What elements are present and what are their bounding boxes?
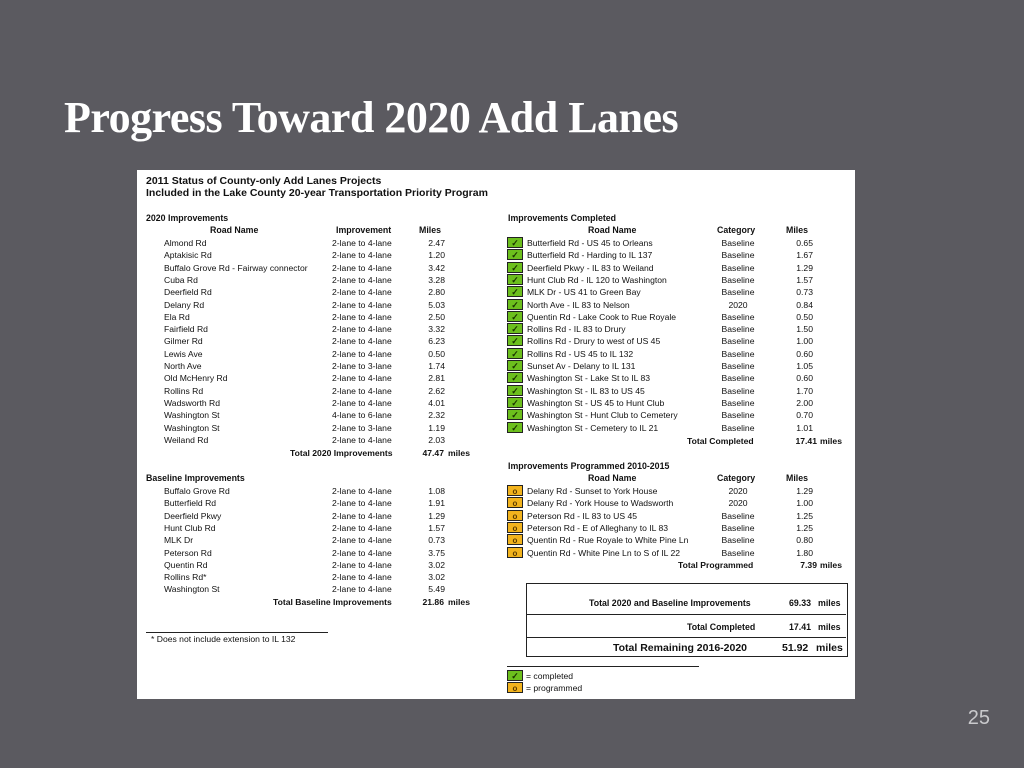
road-name: Aptakisic Rd: [164, 250, 212, 261]
table-row: [137, 485, 477, 497]
miles-value: 3.02: [428, 559, 445, 570]
miles-value: 1.74: [428, 361, 445, 371]
check-icon: ✓: [507, 237, 523, 248]
table-row: [507, 485, 847, 497]
miles-value: 1.91: [428, 498, 445, 509]
baseline-title: Baseline Improvements: [146, 473, 245, 483]
road-name: Washington St - US 45 to Hunt Club: [527, 397, 665, 408]
table-row: [137, 274, 477, 286]
summary-2020-baseline-value: 69.33: [789, 598, 812, 608]
road-name: Rollins Rd - Drury to west of US 45: [527, 336, 661, 347]
category-value: Baseline: [721, 274, 755, 285]
table-row: [137, 547, 477, 559]
status-table-image: [137, 170, 855, 699]
miles-value: 1.00: [796, 498, 813, 509]
miles-value: 1.70: [796, 385, 813, 396]
total-programmed-label: Total Programmed: [678, 560, 754, 570]
total-baseline-label: Total Baseline Improvements: [273, 597, 392, 607]
table-row: [507, 372, 847, 384]
table-row: [507, 385, 847, 397]
miles-value: 0.80: [796, 535, 813, 546]
table-row: [137, 311, 477, 323]
table-row: [507, 299, 847, 311]
road-name: Weiland Rd: [164, 434, 209, 445]
summary-2020-baseline-label: Total 2020 and Baseline Improvements: [589, 598, 751, 608]
miles-value: 0.73: [796, 287, 813, 298]
improvement-type: 4-lane to 6-lane: [332, 410, 392, 421]
table-row: [507, 409, 847, 421]
category-value: 2020: [728, 498, 748, 509]
programmed-marker-icon: o: [507, 522, 523, 533]
improvement-type: 2-lane to 4-lane: [332, 299, 392, 310]
table-row: [137, 397, 477, 409]
category-value: Baseline: [721, 336, 755, 347]
total-2020-unit: miles: [448, 448, 470, 458]
summary-remaining-label: Total Remaining 2016-2020: [613, 642, 748, 654]
table-row: [507, 335, 847, 347]
miles-value: 5.03: [428, 299, 445, 310]
table-row: [507, 510, 847, 522]
total-2020-label: Total 2020 Improvements: [290, 448, 393, 458]
table-row: [137, 534, 477, 546]
category-value: Baseline: [721, 324, 755, 335]
summary-rule-1: [527, 614, 846, 615]
table-row: [507, 274, 847, 286]
table-row: [507, 262, 847, 274]
road-name: Rollins Rd*: [164, 572, 207, 583]
summary-completed-label: Total Completed: [687, 622, 756, 632]
check-icon: ✓: [507, 397, 523, 408]
miles-value: 3.32: [428, 324, 445, 335]
road-name: Deerfield Pkwy - IL 83 to Weiland: [527, 262, 654, 273]
miles-value: 1.57: [796, 274, 813, 285]
total-programmed-row: [137, 559, 855, 571]
table-row: [507, 249, 847, 261]
footnote: * Does not include extension to IL 132: [151, 634, 296, 644]
road-name: Washington St - IL 83 to US 45: [527, 385, 645, 396]
slide-title: Progress Toward 2020 Add Lanes: [64, 93, 679, 142]
miles-value: 1.50: [796, 324, 813, 335]
road-name: Quentin Rd - Lake Cook to Rue Royale: [527, 311, 677, 322]
category-value: Baseline: [721, 311, 755, 322]
miles-value: 2.80: [428, 287, 445, 298]
total-2020-value: 47.47: [422, 448, 444, 458]
road-name: Lewis Ave: [164, 348, 203, 359]
miles-value: 1.05: [796, 361, 813, 371]
table-row: [507, 323, 847, 335]
check-icon: ✓: [507, 249, 523, 260]
programmed-marker-icon: o: [507, 547, 523, 558]
table-row: [507, 286, 847, 298]
improvement-type: 2-lane to 3-lane: [332, 361, 392, 371]
table-row: [137, 299, 477, 311]
summary-unit-1: miles: [818, 598, 841, 608]
road-name: Delany Rd - Sunset to York House: [527, 486, 658, 496]
miles-value: 3.42: [428, 262, 445, 273]
category-value: Baseline: [721, 410, 755, 421]
improvement-type: 2-lane to 4-lane: [332, 324, 392, 335]
table-heading-line2: Included in the Lake County 20-year Transportation Priority Program: [146, 187, 488, 199]
improvement-type: 2-lane to 4-lane: [332, 522, 392, 533]
check-icon: ✓: [507, 409, 523, 420]
road-name: MLK Dr - US 41 to Green Bay: [527, 287, 641, 298]
category-value: Baseline: [721, 262, 755, 273]
miles-value: 3.02: [428, 572, 445, 583]
category-value: Baseline: [721, 348, 755, 359]
improvement-type: 2-lane to 4-lane: [332, 397, 392, 408]
miles-value: 1.29: [428, 510, 445, 521]
miles-value: 1.80: [796, 547, 813, 558]
road-name: Hunt Club Rd - IL 120 to Washington: [527, 274, 667, 285]
table-row: [507, 522, 847, 534]
miles-value: 0.65: [796, 238, 813, 248]
table-row: [507, 360, 847, 372]
check-icon: ✓: [507, 335, 523, 346]
check-icon: ✓: [507, 385, 523, 396]
road-name: Old McHenry Rd: [164, 373, 228, 384]
miles-value: 4.01: [428, 397, 445, 408]
miles-value: 1.57: [428, 522, 445, 533]
improvement-type: 2-lane to 4-lane: [332, 311, 392, 322]
table-row: [507, 237, 847, 249]
programmed-marker-icon: o: [507, 510, 523, 521]
check-icon: ✓: [507, 360, 523, 371]
summary-completed-value: 17.41: [789, 622, 812, 632]
road-name: MLK Dr: [164, 535, 194, 546]
road-name: Hunt Club Rd: [164, 522, 216, 533]
road-name: Rollins Rd - IL 83 to Drury: [527, 324, 626, 335]
total-programmed-value: 7.39: [800, 560, 817, 570]
total-2020-row: [137, 447, 477, 459]
miles-value: 0.60: [796, 373, 813, 384]
miles-value: 0.70: [796, 410, 813, 421]
miles-value: 1.20: [428, 250, 445, 261]
road-name: Wadsworth Rd: [164, 397, 221, 408]
total-completed-value: 17.41: [795, 436, 817, 446]
col-header-category-completed: Category: [717, 225, 756, 235]
col-header-road-name: Road Name: [210, 225, 259, 235]
category-value: Baseline: [721, 250, 755, 261]
col-header-improvement: Improvement: [336, 225, 392, 235]
miles-value: 1.00: [796, 336, 813, 347]
road-name: Washington St - Hunt Club to Cemetery: [527, 410, 678, 421]
table-row: [137, 571, 477, 583]
improvement-type: 2-lane to 4-lane: [332, 486, 392, 496]
col-header-road-name-completed: Road Name: [588, 225, 637, 235]
category-value: Baseline: [721, 373, 755, 384]
category-value: 2020: [728, 299, 748, 310]
total-programmed-unit: miles: [820, 560, 842, 570]
road-name: Ela Rd: [164, 311, 190, 322]
summary-remaining-value: 51.92: [782, 642, 809, 654]
table-row: [137, 286, 477, 298]
road-name: Peterson Rd - IL 83 to US 45: [527, 510, 638, 521]
improvement-type: 2-lane to 4-lane: [332, 262, 392, 273]
miles-value: 2.62: [428, 385, 445, 396]
table-row: [507, 422, 847, 434]
table-row: [137, 249, 477, 261]
check-icon: ✓: [507, 286, 523, 297]
road-name: Rollins Rd: [164, 385, 204, 396]
legend-rule: [507, 666, 699, 667]
improvement-type: 2-lane to 4-lane: [332, 559, 392, 570]
table-row: [507, 397, 847, 409]
programmed-marker-icon: o: [507, 485, 523, 496]
road-name: Almond Rd: [164, 238, 207, 248]
miles-value: 0.60: [796, 348, 813, 359]
road-name: Washington St: [164, 584, 220, 595]
improvement-type: 2-lane to 4-lane: [332, 373, 392, 384]
road-name: Quentin Rd: [164, 559, 208, 570]
table-heading-line1: 2011 Status of County-only Add Lanes Projects: [146, 175, 382, 187]
check-icon: ✓: [507, 311, 523, 322]
summary-rule-2: [527, 637, 846, 638]
improvement-type: 2-lane to 4-lane: [332, 547, 392, 558]
road-name: Butterfield Rd: [164, 498, 217, 509]
improvement-type: 2-lane to 4-lane: [332, 535, 392, 546]
road-name: Sunset Av - Delany to IL 131: [527, 361, 636, 371]
table-row: [137, 262, 477, 274]
table-row: [137, 348, 477, 360]
miles-value: 0.84: [796, 299, 813, 310]
table-row: [137, 237, 477, 249]
road-name: Butterfield Rd - Harding to IL 137: [527, 250, 653, 261]
miles-value: 1.29: [796, 486, 813, 496]
miles-value: 3.75: [428, 547, 445, 558]
miles-value: 1.08: [428, 486, 445, 496]
category-value: Baseline: [721, 238, 755, 248]
improvement-type: 2-lane to 4-lane: [332, 498, 392, 509]
col-header-miles-completed: Miles: [786, 225, 809, 235]
check-icon: ✓: [507, 262, 523, 273]
summary-unit-2: miles: [818, 622, 841, 632]
total-baseline-unit: miles: [448, 597, 470, 607]
road-name: Rollins Rd - US 45 to IL 132: [527, 348, 634, 359]
miles-value: 2.03: [428, 434, 445, 445]
road-name: Peterson Rd - E of Alleghany to IL 83: [527, 522, 669, 533]
improvements-2020-title: 2020 Improvements: [146, 213, 229, 223]
table-row: [137, 335, 477, 347]
table-row: [137, 583, 477, 595]
total-completed-label: Total Completed: [687, 436, 754, 446]
road-name: Washington St - Lake St to IL 83: [527, 373, 651, 384]
miles-value: 6.23: [428, 336, 445, 347]
programmed-marker-icon: o: [507, 497, 523, 508]
road-name: Peterson Rd: [164, 547, 212, 558]
total-baseline-row: [137, 596, 477, 608]
category-value: Baseline: [721, 361, 755, 371]
road-name: Washington St: [164, 422, 220, 433]
miles-value: 2.47: [428, 238, 445, 248]
road-name: Washington St - Cemetery to IL 21: [527, 422, 659, 433]
improvement-type: 2-lane to 4-lane: [332, 385, 392, 396]
improvement-type: 2-lane to 4-lane: [332, 510, 392, 521]
road-name: Gilmer Rd: [164, 336, 203, 347]
table-row: [137, 360, 477, 372]
category-value: Baseline: [721, 547, 755, 558]
col-header-road-name-programmed: Road Name: [588, 473, 637, 483]
road-name: Fairfield Rd: [164, 324, 208, 335]
page-number: 25: [967, 707, 990, 729]
category-value: Baseline: [721, 287, 755, 298]
programmed-marker-icon: o: [507, 534, 523, 545]
improvement-type: 2-lane to 4-lane: [332, 287, 392, 298]
col-header-category-programmed: Category: [717, 473, 756, 483]
miles-value: 0.73: [428, 535, 445, 546]
improvement-type: 2-lane to 3-lane: [332, 422, 392, 433]
legend-completed-label: = completed: [526, 671, 574, 681]
category-value: Baseline: [721, 510, 755, 521]
road-name: Deerfield Rd: [164, 287, 212, 298]
improvement-type: 2-lane to 4-lane: [332, 274, 392, 285]
miles-value: 2.50: [428, 311, 445, 322]
table-row: [507, 547, 847, 559]
miles-value: 0.50: [428, 348, 445, 359]
summary-unit-3: miles: [816, 642, 843, 654]
road-name: Buffalo Grove Rd - Fairway connector: [164, 262, 308, 273]
improvement-type: 2-lane to 4-lane: [332, 238, 392, 248]
road-name: North Ave: [164, 361, 202, 371]
check-icon: ✓: [507, 348, 523, 359]
miles-value: 1.29: [796, 262, 813, 273]
miles-value: 1.19: [428, 422, 445, 433]
miles-value: 1.67: [796, 250, 813, 261]
road-name: Washington St: [164, 410, 220, 421]
col-header-miles: Miles: [419, 225, 442, 235]
category-value: Baseline: [721, 422, 755, 433]
improvement-type: 2-lane to 4-lane: [332, 584, 392, 595]
legend-programmed-label: = programmed: [526, 683, 583, 693]
road-name: Buffalo Grove Rd: [164, 486, 230, 496]
table-row: [137, 409, 477, 421]
miles-value: 5.49: [428, 584, 445, 595]
table-row: [137, 497, 477, 509]
road-name: Delany Rd: [164, 299, 205, 310]
improvement-type: 2-lane to 4-lane: [332, 434, 392, 445]
check-icon: ✓: [507, 299, 523, 310]
programmed-marker-icon: o: [507, 682, 523, 693]
col-header-miles-programmed: Miles: [786, 473, 809, 483]
miles-value: 2.00: [796, 397, 813, 408]
improvement-type: 2-lane to 4-lane: [332, 348, 392, 359]
table-row: [507, 534, 847, 546]
table-row: [137, 510, 477, 522]
miles-value: 0.50: [796, 311, 813, 322]
table-row: [137, 422, 477, 434]
programmed-title: Improvements Programmed 2010-2015: [508, 461, 670, 471]
miles-value: 1.25: [796, 510, 813, 521]
miles-value: 3.28: [428, 274, 445, 285]
check-icon: ✓: [507, 323, 523, 334]
check-icon: ✓: [507, 372, 523, 383]
miles-value: 1.01: [796, 422, 813, 433]
check-icon: ✓: [507, 422, 523, 433]
table-row: [137, 385, 477, 397]
check-icon: ✓: [507, 670, 523, 681]
check-icon: ✓: [507, 274, 523, 285]
total-baseline-value: 21.86: [422, 597, 444, 607]
category-value: Baseline: [721, 385, 755, 396]
table-row: [137, 522, 477, 534]
table-row: [507, 348, 847, 360]
table-row: [137, 323, 477, 335]
improvement-type: 2-lane to 4-lane: [332, 250, 392, 261]
category-value: Baseline: [721, 522, 755, 533]
table-row: [507, 311, 847, 323]
improvement-type: 2-lane to 4-lane: [332, 336, 392, 347]
completed-title: Improvements Completed: [508, 213, 617, 223]
improvement-type: 2-lane to 4-lane: [332, 572, 392, 583]
road-name: Quentin Rd - White Pine Ln to S of IL 22: [527, 547, 681, 558]
table-row: [137, 372, 477, 384]
miles-value: 1.25: [796, 522, 813, 533]
road-name: Quentin Rd - Rue Royale to White Pine Ln: [527, 535, 689, 546]
category-value: Baseline: [721, 535, 755, 546]
total-completed-unit: miles: [820, 436, 842, 446]
category-value: 2020: [728, 486, 748, 496]
category-value: Baseline: [721, 397, 755, 408]
summary-box: [526, 583, 848, 657]
road-name: Delany Rd - York House to Wadsworth: [527, 498, 674, 509]
road-name: Deerfield Pkwy: [164, 510, 222, 521]
road-name: North Ave - IL 83 to Nelson: [527, 299, 630, 310]
miles-value: 2.81: [428, 373, 445, 384]
miles-value: 2.32: [428, 410, 445, 421]
total-completed-row: [137, 435, 855, 447]
table-row: [507, 497, 847, 509]
road-name: Cuba Rd: [164, 274, 198, 285]
road-name: Butterfield Rd - US 45 to Orleans: [527, 238, 653, 248]
